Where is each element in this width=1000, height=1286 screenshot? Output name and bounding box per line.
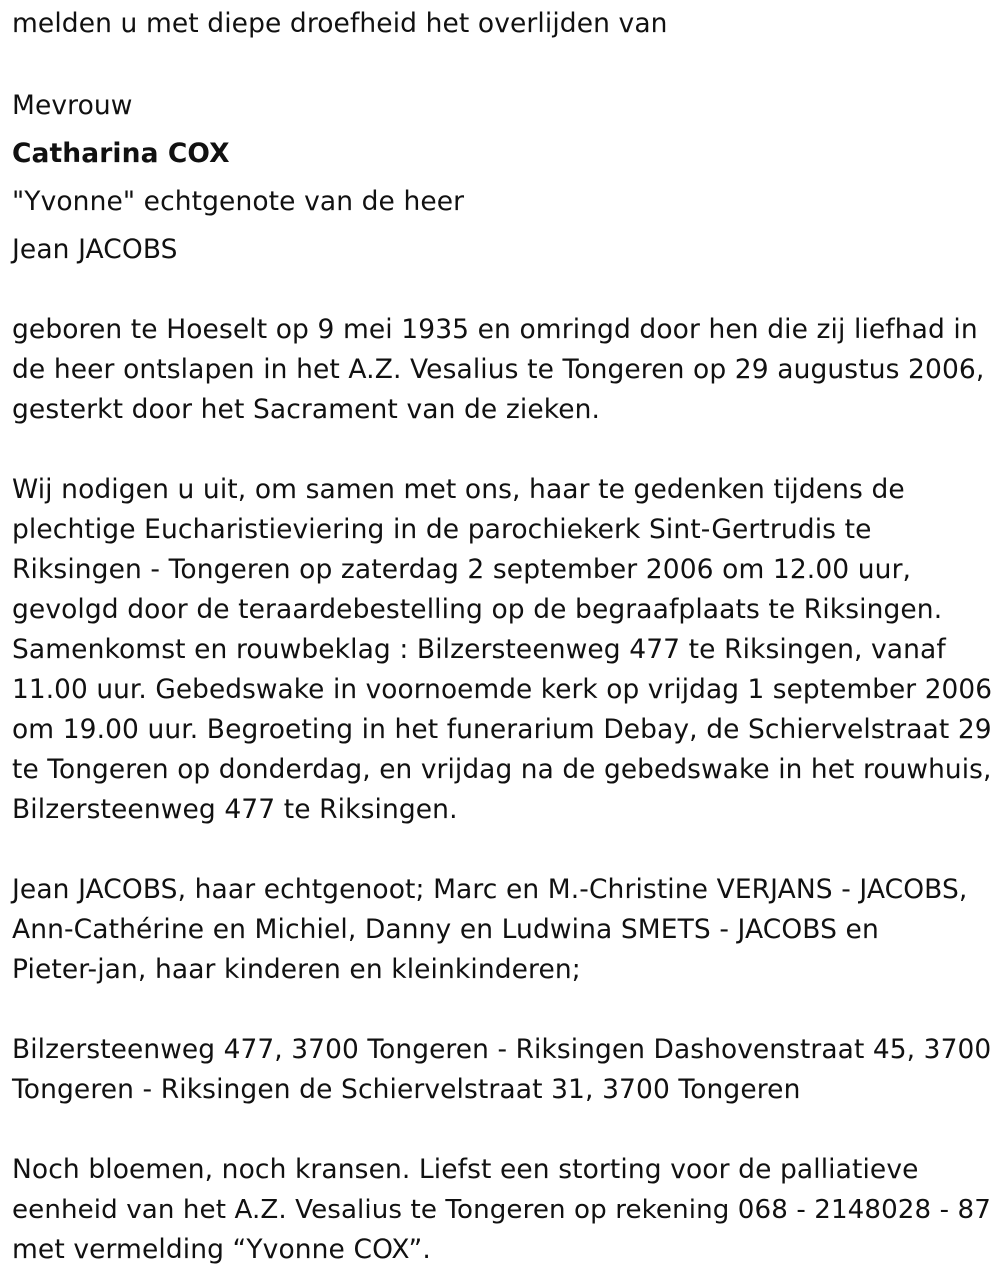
- donation-line-3: met vermelding “Yvonne COX”.: [12, 1234, 431, 1265]
- intro-text: melden u met diepe droefheid het overlijden van: [12, 8, 668, 39]
- ceremony-line-9: Bilzersteenweg 477 te Riksingen.: [12, 794, 458, 825]
- ceremony-line-4: gevolgd door de teraardebestelling op de begraafplaats te Riksingen.: [12, 594, 943, 625]
- family-line-1: Jean JACOBS, haar echtgenoot; Marc en M.-Christine VERJANS - JACOBS,: [12, 874, 968, 905]
- ceremony-line-6: 11.00 uur. Gebedswake in voornoemde kerk op vrijdag 1 september 2006: [12, 675, 993, 705]
- birth-line-3: gesterkt door het Sacrament van de zieken.: [12, 394, 601, 425]
- spouse-name: Jean JACOBS: [12, 234, 178, 265]
- ceremony-line-7: om 19.00 uur. Begroeting in het funerarium Debay, de Schiervelstraat 29: [12, 714, 992, 745]
- donation-line-2: eenheid van het A.Z. Vesalius te Tongeren op rekening 068 - 2148028 - 87: [12, 1195, 991, 1225]
- ceremony-line-8: te Tongeren op donderdag, en vrijdag na de gebedswake in het rouwhuis,: [12, 755, 992, 785]
- family-line-2: Ann-Cathérine en Michiel, Danny en Ludwina SMETS - JACOBS en: [12, 914, 879, 945]
- address-line-2: Tongeren - Riksingen de Schiervelstraat 31, 3700 Tongeren: [12, 1074, 801, 1105]
- deceased-name: Catharina COX: [12, 138, 230, 169]
- ceremony-line-3: Riksingen - Tongeren op zaterdag 2 september 2006 om 12.00 uur,: [12, 554, 912, 585]
- birth-line-1: geboren te Hoeselt op 9 mei 1935 en omringd door hen die zij liefhad in: [12, 314, 978, 345]
- donation-line-1: Noch bloemen, noch kransen. Liefst een storting voor de palliatieve: [12, 1154, 919, 1185]
- nickname-line: "Yvonne" echtgenote van de heer: [12, 186, 465, 217]
- address-line-1: Bilzersteenweg 477, 3700 Tongeren - Riksingen Dashovenstraat 45, 3700: [12, 1034, 992, 1065]
- ceremony-line-5: Samenkomst en rouwbeklag : Bilzersteenweg 477 te Riksingen, vanaf: [12, 634, 946, 665]
- birth-line-2: de heer ontslapen in het A.Z. Vesalius te Tongeren op 29 augustus 2006,: [12, 354, 985, 385]
- ceremony-line-2: plechtige Eucharistieviering in de parochiekerk Sint-Gertrudis te: [12, 514, 872, 545]
- ceremony-line-1: Wij nodigen u uit, om samen met ons, haar te gedenken tijdens de: [12, 474, 905, 505]
- family-line-3: Pieter-jan, haar kinderen en kleinkinderen;: [12, 954, 581, 985]
- salutation: Mevrouw: [12, 90, 133, 121]
